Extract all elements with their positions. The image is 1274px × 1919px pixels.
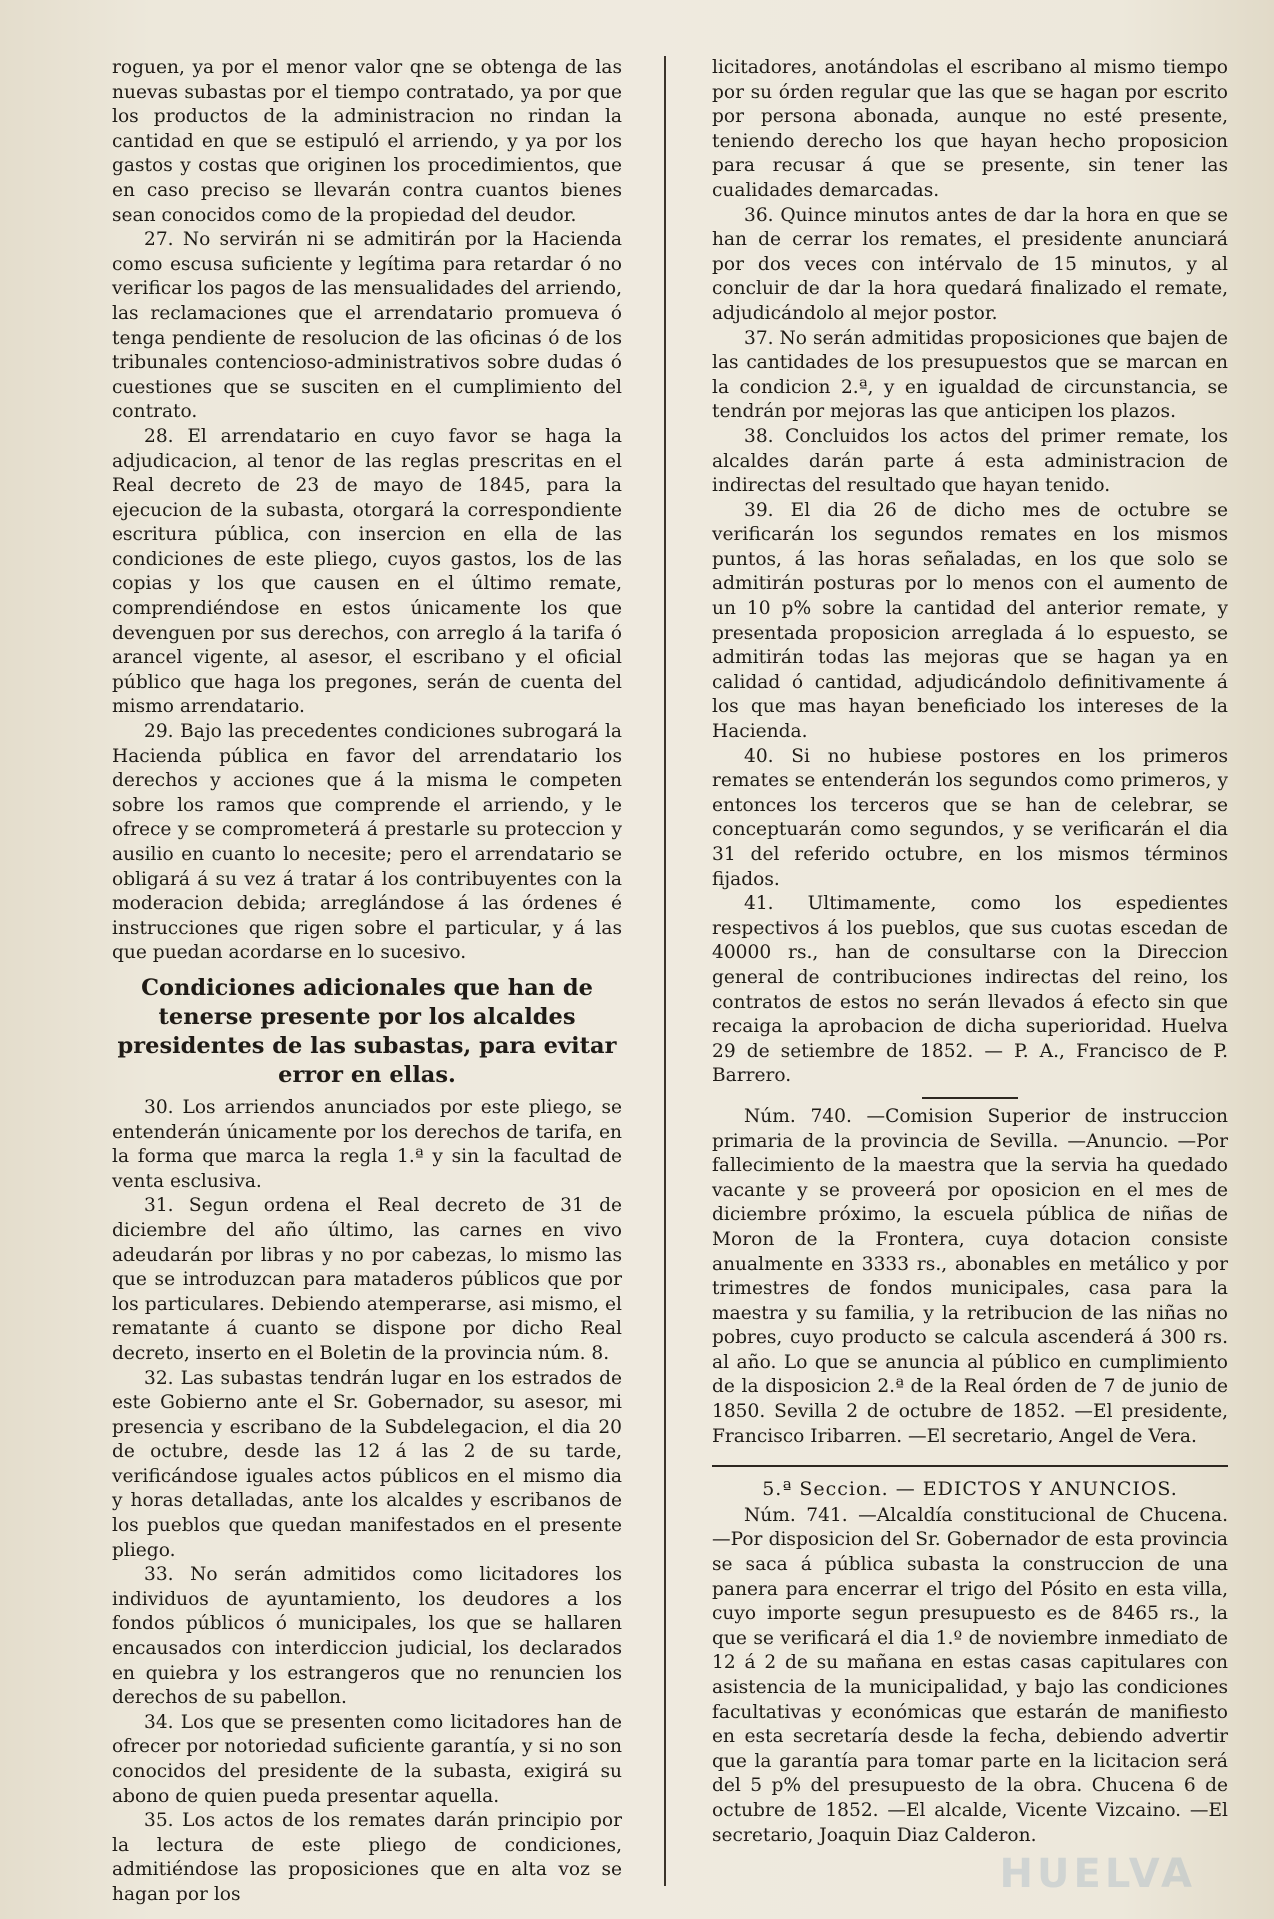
section-heading: Condiciones adicionales que han de tenerse presente por los alcaldes presidentes de las subastas, para evitar error en ellas. [117,974,617,1088]
paragraph-35: 35. Los actos de los remates darán principio por la lectura de este pliego de condiciones, admitiéndose las proposiciones que en alta voz se hagan por los [112,1810,622,1905]
paragraph-31: 31. Segun ordena el Real decreto de 31 de diciembre del año último, las carnes en vivo adeudarán por libras y no por cabezas, lo mismo las que se introduzcan para mataderos públicos que por los particulares. Debiendo atemperarse, asi mismo, el rematante á cuanto se dispone por dicho Real decreto, inserto en el Boletin de la provincia núm. 8. [112,1195,622,1364]
announcement-740: Núm. 740. —Comision Superior de instruccion primaria de la provincia de Sevilla. —Anuncio. —Por fallecimiento de la maestra que la servia ha quedado vacante y se proveerá por oposicion en el mes de diciembre próximo, la escuela pública de niñas de Moron de la Frontera, cuya dotacion consiste anualmente en 3333 rs., abonables en metálico y por trimestres de fondos municipales, casa para la maestra y su familia, y la retribucion de las niñas no pobres, cuyo producto se calcula ascenderá á 300 rs. al año. Lo que se anuncia al público en cumplimiento de la disposicion 2.ª de la Real órden de 7 de junio de 1850. Sevilla 2 de octubre de 1852. —El presidente, Francisco Iribarren. —El secretario, Angel de Vera. [712,1105,1228,1447]
paragraph-41: 41. Ultimamente, como los espedientes respectivos á los pueblos, que sus cuotas escedan de 40000 rs., han de consultarse con la Direccion general de contribuciones indirectas del reino, los contratos de estos no serán llevados á efecto sin que recaiga la aprobacion de dicha superioridad. Huelva 29 de setiembre de 1852. — P. A., Francisco de P. Barrero. [712,893,1228,1087]
paragraph-29: 29. Bajo las precedentes condiciones subrogará la Hacienda pública en favor del arrendatario los derechos y acciones que á la misma le competen sobre los ramos que comprende el arriendo, y le ofrece y se comprometerá á prestarle su proteccion y ausilio en cuanto lo necesite; pero el arrendatario se obligará á su vez á tratar á los contribuyentes con la moderacion debida; arreglándose á las órdenes é instrucciones que rigen sobre el particular, y á las que puedan acordarse en lo sucesivo. [112,721,622,964]
section-divider [712,1465,1228,1467]
paragraph-36: 36. Quince minutos antes de dar la hora en que se han de cerrar los remates, el presidente anunciará por dos veces con intérvalo de 15 minutos, y al concluir de dar la hora quedará finalizado el remate, adjudicándolo al mejor postor. [712,204,1228,324]
right-column [712,56,1228,1848]
left-column [112,56,622,1908]
paragraph-37: 37. No serán admitidas proposiciones que bajen de las cantidades de los presupuestos que se marcan en la condicion 2.ª, y en igualdad de circunstancia, se tendrán por mejoras las que anticipen los plazos. [712,327,1228,423]
paragraph-33: 33. No serán admitidos como licitadores los individuos de ayuntamiento, los deudores a los fondos públicos ó municipales, los que se hallaren encausados con interdiccion judicial, los declarados en quiebra y los estrangeros que no renuncien los derechos de su pabellon. [112,1564,622,1709]
paragraph-27: 27. No servirán ni se admitirán por la Hacienda como escusa suficiente y legítima para retardar ó no verificar los pagos de las mensualidades del arriendo, las reclamaciones que el arrendatario promueva ó tenga pendiente de resolucion de las oficinas ó de los tribunales contencioso-administrativos sobre dudas ó cuestiones que se susciten en el cumplimiento del contrato. [112,229,622,423]
section-title: 5.ª Seccion. — EDICTOS Y ANUNCIOS. [762,1478,1178,1501]
paragraph-32: 32. Las subastas tendrán lugar en los estrados de este Gobierno ante el Sr. Gobernador, su asesor, mi presencia y escribano de la Subdelegacion, el dia 20 de octubre, desde las 12 á las 2 de su tarde, verificándose iguales actos públicos en el mismo dia y horas detalladas, ante los alcaldes y escribanos de los pueblos que quedan manifestados en el presente pliego. [112,1367,622,1561]
paragraph-40: 40. Si no hubiese postores en los primeros remates se entenderán los segundos como primeros, y entonces los terceros que se han de celebrar, se conceptuarán como segundos, y se verificarán el dia 31 del referido octubre, en los mismos términos fijados. [712,745,1228,890]
paragraph-39: 39. El dia 26 de dicho mes de octubre se verificarán los segundos remates en los mismos puntos, á las horas señaladas, en los que solo se admitirán posturas por lo menos con el aumento de un 10 p% sobre la cantidad del anterior remate, y presentada proposicion arreglada á lo espuesto, se admitirán todas las mejoras que se hagan ya en calidad ó cantidad, adjudicándolo definitivamente á los que mas hayan beneficiado los intereses de la Hacienda. [712,499,1228,743]
paragraph-continuation: roguen, ya por el menor valor qne se obtenga de las nuevas subastas por el tiempo contratado, ya por que los productos de la administracion no rindan la cantidad en que se estipuló el arriendo, y ya por los gastos y costas que originen los procedimientos, que en caso preciso se llevarán contra cuantos bienes sean conocidos como de la propiedad del deudor. [112,57,622,226]
paragraph-38: 38. Concluidos los actos del primer remate, los alcaldes darán parte á esta administracion de indirectas del resultado que hayan tenido. [712,425,1228,497]
short-divider [922,1097,1018,1099]
paragraph-continuation-right: licitadores, anotándolas el escribano al mismo tiempo por su órden regular que las que se hagan por escrito por persona abonada, aunque no esté presente, teniendo derecho los que hayan hecho proposicion para recusar á que se presente, sin tener las cualidades demarcadas. [712,57,1228,201]
paragraph-28: 28. El arrendatario en cuyo favor se haga la adjudicacion, al tenor de las reglas prescritas en el Real decreto de 23 de mayo de 1845, para la ejecucion de la subasta, otorgará la correspondiente escritura pública, con insercion en ella de las condiciones de este pliego, cuyos gastos, los de las copias y los que causen en el último remate, comprendiéndose en estos únicamente los que devenguen por sus derechos, con arreglo á la tarifa ó arancel vigente, al asesor, el escribano y el oficial público que haga los pregones, serán de cuenta del mismo arrendatario. [112,425,622,718]
announcement-741: Núm. 741. —Alcaldía constitucional de Chucena. —Por disposicion del Sr. Gobernador de esta provincia se saca á pública subasta la construccion de una panera para encerrar el trigo del Pósito en esta villa, cuyo importe segun presupuesto es de 8465 rs., la que se verificará el dia 1.º de noviembre inmediato de 12 á 2 de su mañana en estas casas capitulares con asistencia de la municipalidad, y bajo las condiciones facultativas y económicas que estarán de manifiesto en esta secretaría desde la fecha, debiendo advertir que la garantía para tomar parte en la licitacion será del 5 p% del presupuesto de la obra. Chucena 6 de octubre de 1852. —El alcalde, Vicente Vizcaino. —El secretario, Joaquin Diaz Calderon. [712,1504,1228,1846]
paragraph-30: 30. Los arriendos anunciados por este pliego, se entenderán únicamente por los derechos de tarifa, en la forma que marca la regla 1.ª y sin la facultad de venta esclusiva. [112,1096,622,1192]
watermark-logo: HUELVA [999,1851,1196,1897]
column-divider [664,56,666,1886]
paragraph-34: 34. Los que se presenten como licitadores han de ofrecer por notoriedad suficiente garantía, y si no son conocidos del presidente de la subasta, exigirá su abono de quien pueda presentar aquella. [112,1711,622,1807]
